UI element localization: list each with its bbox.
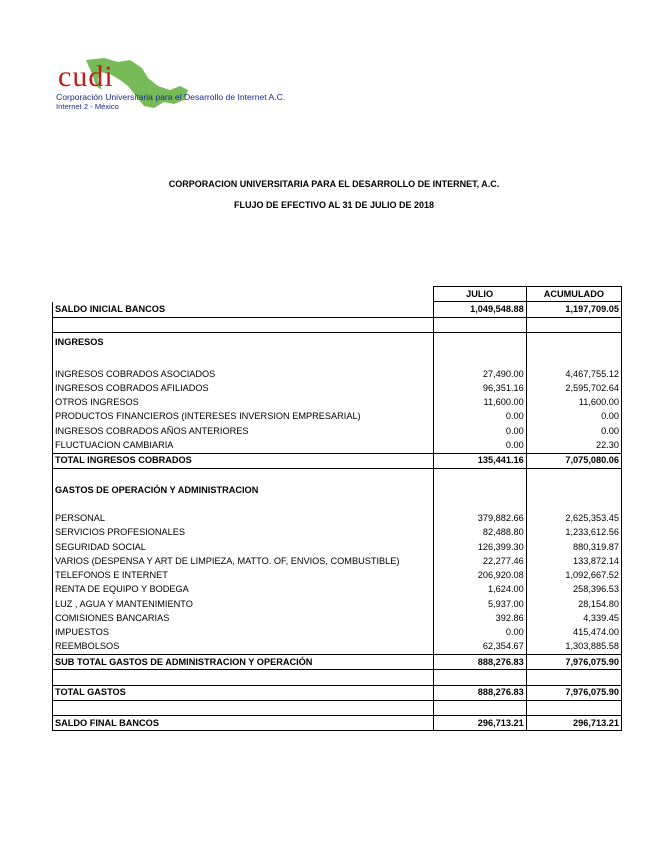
acumulado-value: 880,319.87: [526, 540, 621, 554]
acumulado-value: 11,600.00: [526, 396, 621, 410]
acumulado-value: 4,339.45: [526, 611, 621, 625]
acumulado-value: 2,625,353.45: [526, 512, 621, 526]
row-label: [53, 497, 434, 511]
table-row: [53, 367, 622, 381]
julio-value: 96,351.16: [433, 381, 526, 395]
table-row: [53, 396, 622, 410]
julio-value: 0.00: [433, 424, 526, 438]
spacer-row: [53, 468, 622, 483]
acumulado-value: 28,154.80: [526, 597, 621, 611]
table-row: [53, 512, 622, 526]
acumulado-value: 415,474.00: [526, 626, 621, 640]
row-label: LUZ , AGUA Y MANTENIMIENTO: [53, 597, 434, 611]
julio-value: [433, 497, 526, 511]
table-row: [53, 410, 622, 424]
column-header-julio: JULIO: [433, 287, 526, 302]
row-label: [53, 353, 434, 367]
julio-value: [433, 317, 526, 332]
spacer-row: [53, 700, 622, 715]
document-title: CORPORACION UNIVERSITARIA PARA EL DESARROLLO DE INTERNET, A.C.: [168, 179, 500, 189]
row-label: RENTA DE EQUIPO Y BODEGA: [53, 583, 434, 597]
subtotal-gastos-row: [53, 655, 622, 670]
logo-wordmark: cudi: [58, 60, 114, 93]
julio-value: 5,937.00: [433, 597, 526, 611]
acumulado-value: [526, 468, 621, 483]
julio-value: 379,882.66: [433, 512, 526, 526]
row-label: PERSONAL: [53, 512, 434, 526]
acumulado-value: [526, 353, 621, 367]
table-row: [53, 540, 622, 554]
row-label: GASTOS DE OPERACIÓN Y ADMINISTRACION: [53, 483, 434, 497]
acumulado-value: 0.00: [526, 410, 621, 424]
column-header-acumulado: ACUMULADO: [526, 287, 621, 302]
julio-value: 296,713.21: [433, 716, 526, 731]
acumulado-value: 0.00: [526, 424, 621, 438]
julio-value: 11,600.00: [433, 396, 526, 410]
julio-value: 206,920.08: [433, 569, 526, 583]
acumulado-value: [526, 317, 621, 332]
acumulado-value: [526, 700, 621, 715]
acumulado-value: 133,872.14: [526, 554, 621, 568]
row-label: PRODUCTOS FINANCIEROS (INTERESES INVERSION EMPRESARIAL): [53, 410, 434, 424]
acumulado-value: [526, 497, 621, 511]
julio-value: 392.86: [433, 611, 526, 625]
acumulado-value: [526, 670, 621, 685]
cudi-logo: [56, 56, 316, 116]
acumulado-value: [526, 332, 621, 353]
table-row: [53, 554, 622, 568]
acumulado-value: 1,092,667.52: [526, 569, 621, 583]
spacer-row: [53, 670, 622, 685]
table-header-row: [53, 287, 622, 302]
table-row: [53, 424, 622, 438]
table-row: [53, 597, 622, 611]
julio-value: [433, 483, 526, 497]
julio-value: 126,399.30: [433, 540, 526, 554]
saldo-inicial-row: SALDO INICIAL BANCOS 1,049,548.88 1,197,709.05: [53, 302, 622, 317]
row-label: TELEFONOS E INTERNET: [53, 569, 434, 583]
row-label: OTROS INGRESOS: [53, 396, 434, 410]
julio-value: [433, 670, 526, 685]
acumulado-value: 1,303,885.58: [526, 640, 621, 655]
total-gastos-row: [53, 685, 622, 700]
julio-value: 0.00: [433, 410, 526, 424]
table-row: [53, 438, 622, 453]
julio-value: 888,276.83: [433, 655, 526, 670]
row-label: SUB TOTAL GASTOS DE ADMINISTRACION Y OPERACIÓN: [53, 655, 434, 670]
julio-value: 27,490.00: [433, 367, 526, 381]
row-label: INGRESOS COBRADOS AFILIADOS: [53, 381, 434, 395]
row-label: TOTAL INGRESOS COBRADOS: [53, 453, 434, 468]
table-row: [53, 626, 622, 640]
julio-value: [433, 332, 526, 353]
table-row: [53, 640, 622, 655]
julio-value: 888,276.83: [433, 685, 526, 700]
spacer-row: [53, 353, 622, 367]
cash-flow-table: [52, 286, 622, 731]
row-label: INGRESOS COBRADOS AÑOS ANTERIORES: [53, 424, 434, 438]
row-label: SEGURIDAD SOCIAL: [53, 540, 434, 554]
row-label: FLUCTUACION CAMBIARIA: [53, 438, 434, 453]
acumulado-value: 22.30: [526, 438, 621, 453]
saldo-final-row: [53, 716, 622, 731]
section-header-ingresos: INGRESOS: [53, 332, 622, 353]
acumulado-value: 7,976,075.90: [526, 655, 621, 670]
acumulado-value: 1,233,612.56: [526, 526, 621, 540]
acumulado-value: 7,075,080.06: [526, 453, 621, 468]
row-label: TOTAL GASTOS: [53, 685, 434, 700]
julio-value: [433, 700, 526, 715]
acumulado-value: 7,976,075.90: [526, 685, 621, 700]
row-label: [53, 670, 434, 685]
section-header-gastos: [53, 483, 622, 497]
row-label: INGRESOS COBRADOS ASOCIADOS: [53, 367, 434, 381]
total-ingresos-row: [53, 453, 622, 468]
acumulado-value: 296,713.21: [526, 716, 621, 731]
row-label: IMPUESTOS: [53, 626, 434, 640]
julio-value: 135,441.16: [433, 453, 526, 468]
acumulado-value: 4,467,755.12: [526, 367, 621, 381]
document-subtitle: FLUJO DE EFECTIVO AL 31 DE JULIO DE 2018: [233, 200, 435, 210]
spacer-row: [53, 317, 622, 332]
julio-value: 22,277.46: [433, 554, 526, 568]
logo-tagline: Internet 2 - México: [56, 102, 119, 111]
julio-value: 82,488.80: [433, 526, 526, 540]
table-row: [53, 569, 622, 583]
julio-value: [433, 468, 526, 483]
row-label: [53, 468, 434, 483]
table-row: [53, 526, 622, 540]
row-label: [53, 317, 434, 332]
julio-value: 62,354.67: [433, 640, 526, 655]
table-row: [53, 583, 622, 597]
table-row: [53, 611, 622, 625]
logo-org-name: Corporación Universitaria para el Desarrollo de Internet A.C.: [56, 92, 286, 102]
table-row: [53, 381, 622, 395]
julio-value: 0.00: [433, 438, 526, 453]
row-label: COMISIONES BANCARIAS: [53, 611, 434, 625]
row-label: SALDO FINAL BANCOS: [53, 716, 434, 731]
julio-value: [433, 353, 526, 367]
row-label: [53, 700, 434, 715]
row-label: REEMBOLSOS: [53, 640, 434, 655]
acumulado-value: 2,595,702.64: [526, 381, 621, 395]
julio-value: 0.00: [433, 626, 526, 640]
julio-value: 1,624.00: [433, 583, 526, 597]
row-label: VARIOS (DESPENSA Y ART DE LIMPIEZA, MATTO. OF, ENVIOS, COMBUSTIBLE): [53, 554, 434, 568]
spacer-row: [53, 497, 622, 511]
row-label: SERVICIOS PROFESIONALES: [53, 526, 434, 540]
acumulado-value: [526, 483, 621, 497]
acumulado-value: 258,396.53: [526, 583, 621, 597]
